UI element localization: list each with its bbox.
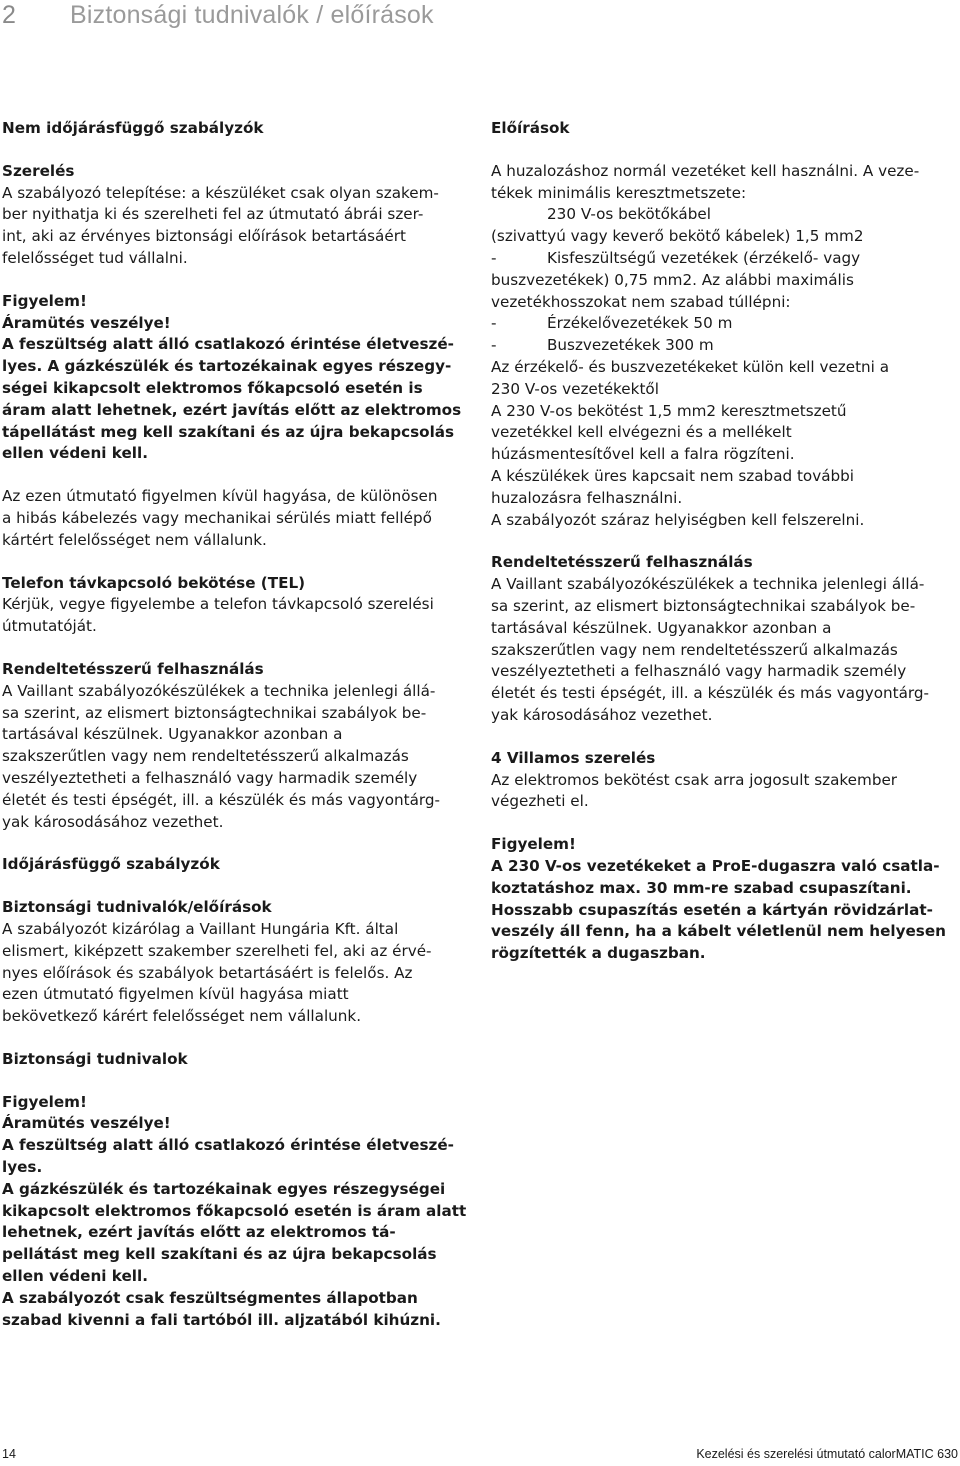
text-line: (szivattyú vagy keverő bekötő kábelek) 1,5 mm2 xyxy=(491,227,864,246)
list-item-text: Kisfeszültségű vezetékek (érzékelő- vagy xyxy=(547,248,861,267)
text-line: vezetékkel kell elvégezni és a mellékelt xyxy=(491,423,792,442)
text-line: ber nyithatja ki és szerelheti fel az útmutató ábrái szer- xyxy=(2,205,424,224)
text-line: A Vaillant szabályozókészülékek a technika jelenlegi állá- xyxy=(491,575,925,594)
text-line: Áramütés veszélye! xyxy=(2,313,171,332)
paragraph xyxy=(491,770,959,814)
page-header xyxy=(0,0,960,30)
paragraph xyxy=(2,594,472,638)
paragraph xyxy=(2,486,472,551)
text-line: koztatáshoz max. 30 mm-re szabad csupaszítani. xyxy=(491,878,912,897)
text-line: huzalozásra felhasználni. xyxy=(491,488,683,507)
paragraph xyxy=(491,161,959,532)
text-line: elismert, kiképzett szakember szerelheti fel, aki az érvé- xyxy=(2,941,432,960)
warning-block xyxy=(2,291,472,465)
text-line: A gázkészülék és tartozékainak egyes részegységei xyxy=(2,1179,446,1198)
text-line: rögzítették a dugaszban. xyxy=(491,944,706,963)
text-line: tékek minimális keresztmetszete: xyxy=(491,183,747,202)
text-line: tartásával készülnek. Ugyanakkor azonban a xyxy=(2,725,343,744)
text-line: felelősséget tud vállalni. xyxy=(2,248,188,267)
text-line: lyes. A gázkészülék és tartozékainak egyes részegy- xyxy=(2,357,452,376)
text-line: húzásmentesítővel kell a falra rögzíteni. xyxy=(491,445,795,464)
text-line: Figyelem! xyxy=(491,835,576,854)
text-line: int, aki az érvényes biztonsági előírások betartásáért xyxy=(2,227,406,246)
section-heading: Előírások xyxy=(491,119,570,137)
text-line: szakszerűtlen vagy nem rendeltetésszerű alkalmazás xyxy=(2,747,409,766)
text-line: tartásával készülnek. Ugyanakkor azonban a xyxy=(491,618,832,637)
text-line: A készülékek üres kapcsait nem szabad további xyxy=(491,466,855,485)
text-line: ségei kikapcsolt elektromos főkapcsoló esetén is xyxy=(2,378,423,397)
text-line: nyes előírások és szabályok betartásáért is felelős. Az xyxy=(2,963,413,982)
paragraph xyxy=(2,681,472,834)
text-line: Figyelem! xyxy=(2,1092,87,1111)
chapter-number: 2 xyxy=(2,1,16,29)
subsection-heading: Rendeltetésszerű felhasználás xyxy=(491,553,753,572)
document-title: Kezelési és szerelési útmutató calorMATIC 630 xyxy=(696,1447,958,1461)
subsection-heading: Biztonsági tudnivalók/előírások xyxy=(2,898,272,917)
text-line: A szabályozót kizárólag a Vaillant Hungária Kft. által xyxy=(2,919,399,938)
text-line: A 230 V-os bekötést 1,5 mm2 keresztmetszetű xyxy=(491,401,847,420)
subsection-heading: Szerelés xyxy=(2,161,75,180)
text-line: életét és testi épségét, ill. a készülék és más vagyontárg- xyxy=(491,684,929,703)
text-line: ellen védeni kell. xyxy=(2,444,148,463)
text-line: szakszerűtlen vagy nem rendeltetésszerű alkalmazás xyxy=(491,640,898,659)
section-heading: Nem időjárásfüggő szabályzók xyxy=(2,119,264,137)
text-line: yak károsodásához vezethet. xyxy=(2,812,224,831)
text-line: lehetnek, ezért javítás előtt az elektromos tá- xyxy=(2,1223,396,1242)
chapter-title: Biztonsági tudnivalók / előírások xyxy=(70,1,434,29)
text-line: áram alatt lehetnek, ezért javítás előtt az elektromos xyxy=(2,400,462,419)
paragraph xyxy=(2,919,472,1028)
list-item xyxy=(491,248,959,270)
list-dash: - xyxy=(491,314,497,333)
paragraph xyxy=(491,574,959,727)
page-number: 14 xyxy=(2,1447,16,1461)
text-line: Az ezen útmutató figyelmen kívül hagyása, de különösen xyxy=(2,487,438,506)
list-item-text: Buszvezetékek 300 m xyxy=(547,336,714,355)
text-line: Hosszabb csupaszítás esetén a kártyán rövidzárlat- xyxy=(491,900,933,919)
text-line: vezetékhosszokat nem szabad túllépni: xyxy=(491,292,791,311)
text-line: A szabályozó telepítése: a készüléket csak olyan szakem- xyxy=(2,183,439,202)
text-line: Az érzékelő- és buszvezetékeket külön kell vezetni a xyxy=(491,357,890,376)
subsection-heading: Rendeltetésszerű felhasználás xyxy=(2,659,264,678)
text-line: bekövetkező kárért felelősséget nem vállalunk. xyxy=(2,1007,362,1026)
text-line: Áramütés veszélye! xyxy=(2,1114,171,1133)
text-line: szabad kivenni a fali tartóból ill. aljzatából kihúzni. xyxy=(2,1310,441,1329)
text-line: A 230 V-os vezetékeket a ProE-dugaszra való csatla- xyxy=(491,856,940,875)
text-line: A huzalozáshoz normál vezetéket kell használni. A veze- xyxy=(491,161,920,180)
warning-block xyxy=(2,1092,472,1332)
right-column xyxy=(491,118,959,965)
text-line: veszély áll fenn, ha a kábelt véletlenül nem helyesen xyxy=(491,922,946,941)
list-item xyxy=(491,335,959,357)
text-line: útmutatóját. xyxy=(2,617,97,636)
text-line: A feszültség alatt álló csatlakozó érintése életveszé- xyxy=(2,1136,454,1155)
subsection-heading: Telefon távkapcsoló bekötése (TEL) xyxy=(2,573,306,592)
text-line: A feszültség alatt álló csatlakozó érintése életveszé- xyxy=(2,335,454,354)
section-heading: 4 Villamos szerelés xyxy=(491,748,656,767)
text-line: buszvezetékek) 0,75 mm2. Az alábbi maximális xyxy=(491,270,854,289)
paragraph xyxy=(2,183,472,270)
text-line: életét és testi épségét, ill. a készülék és más vagyontárg- xyxy=(2,790,440,809)
subsection-heading: Biztonsági tudnivalok xyxy=(2,1049,188,1068)
list-item xyxy=(491,313,959,335)
text-line: yak károsodásához vezethet. xyxy=(491,705,713,724)
left-column xyxy=(2,118,472,1331)
text-line: sa szerint, az elismert biztonságtechnikai szabályok be- xyxy=(2,703,427,722)
text-line: kártért felelősséget nem vállalunk. xyxy=(2,530,267,549)
page-footer xyxy=(0,1447,960,1465)
section-heading: Időjárásfüggő szabályzók xyxy=(2,855,220,874)
text-line: veszélyeztetheti a felhasználó vagy harmadik személy xyxy=(491,662,907,681)
text-line: veszélyeztetheti a felhasználó vagy harmadik személy xyxy=(2,768,418,787)
text-line: A Vaillant szabályozókészülékek a technika jelenlegi állá- xyxy=(2,681,436,700)
text-line: Figyelem! xyxy=(2,291,87,310)
text-line: ellen védeni kell. xyxy=(2,1267,148,1286)
text-line: A szabályozót száraz helyiségben kell felszerelni. xyxy=(491,510,865,529)
text-line: sa szerint, az elismert biztonságtechnikai szabályok be- xyxy=(491,596,916,615)
text-line: tápellátást meg kell szakítani és az újra bekapcsolás xyxy=(2,422,455,441)
list-dash: - xyxy=(491,248,497,267)
text-line: Az elektromos bekötést csak arra jogosult szakember xyxy=(491,770,898,789)
text-line: Kérjük, vegye figyelembe a telefon távkapcsoló szerelési xyxy=(2,595,434,614)
text-line: ezen útmutató figyelmen kívül hagyása miatt xyxy=(2,985,349,1004)
text-line: pellátást meg kell szakítani és az újra bekapcsolás xyxy=(2,1245,437,1264)
list-dash: - xyxy=(491,336,497,355)
text-line: lyes. xyxy=(2,1158,43,1177)
text-line: 230 V-os vezetékektől xyxy=(491,379,659,398)
text-line: A szabályozót csak feszültségmentes állapotban xyxy=(2,1288,418,1307)
text-line: végezheti el. xyxy=(491,792,589,811)
indented-line: 230 V-os bekötőkábel xyxy=(547,205,711,224)
warning-block xyxy=(491,834,959,965)
list-item-text: Érzékelővezetékek 50 m xyxy=(547,314,733,333)
text-line: kikapcsolt elektromos főkapcsoló esetén is áram alatt xyxy=(2,1201,467,1220)
text-line: a hibás kábelezés vagy mechanikai sérülés miatt fellépő xyxy=(2,508,432,527)
